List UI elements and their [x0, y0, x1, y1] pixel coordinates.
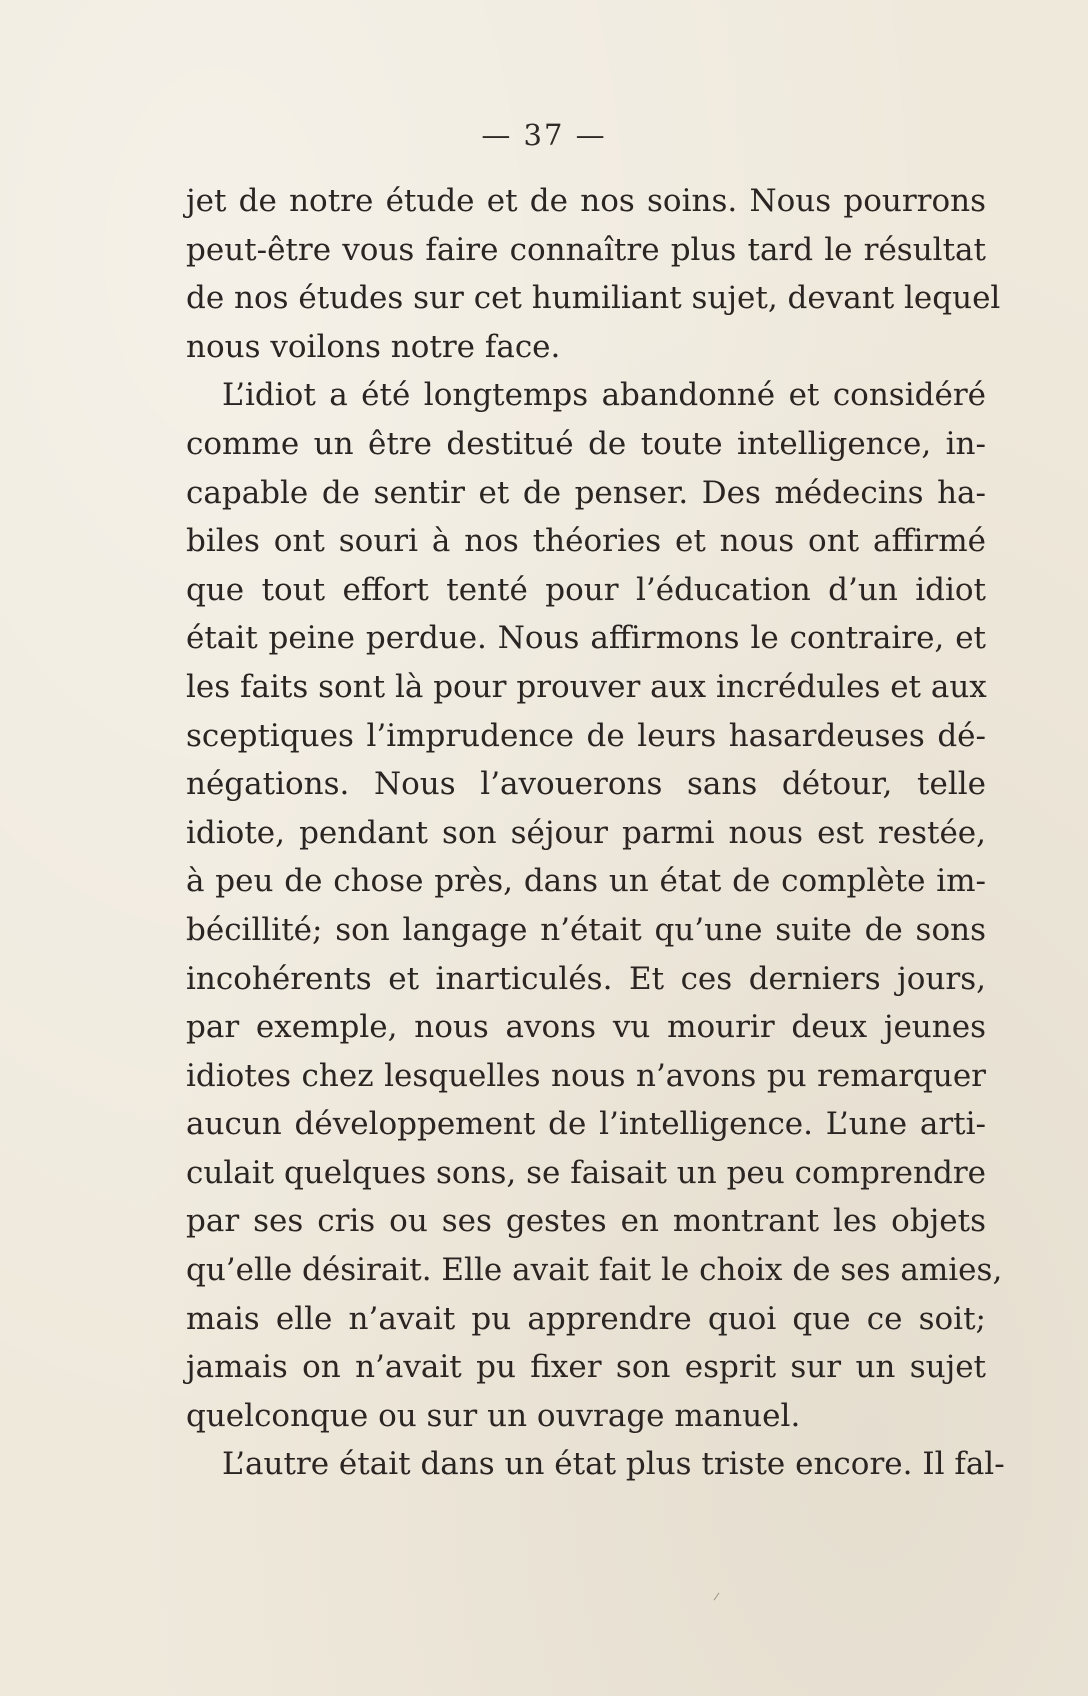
text-line: L’idiot a été longtemps abandonné et considéré [222, 377, 986, 414]
text-line: incohérents et inarticulés. Et ces derniers jours, [186, 960, 986, 997]
text-line: par ses cris ou ses gestes en montrant les objets [186, 1203, 986, 1240]
text-line: bécillité; son langage n’était qu’une suite de sons [186, 911, 986, 948]
text-line: les faits sont là pour prouver aux incrédules et aux [186, 668, 987, 705]
text-line: était peine perdue. Nous affirmons le contraire, et [186, 620, 986, 657]
text-line: nous voilons notre face. [186, 328, 561, 365]
text-line: peut-être vous faire connaître plus tard le résultat [186, 231, 986, 268]
text-line: négations. Nous l’avouerons sans détour, telle [186, 766, 986, 803]
text-line: idiote, pendant son séjour parmi nous est restée, [186, 814, 986, 851]
page-number: — 37 — [481, 118, 607, 152]
text-line: à peu de chose près, dans un état de complète im- [186, 863, 986, 900]
text-line: que tout effort tenté pour l’éducation d’un idiot [186, 571, 986, 608]
text-line: jet de notre étude et de nos soins. Nous pourrons [186, 183, 986, 219]
text-line: quelconque ou sur un ouvrage manuel. [186, 1397, 801, 1434]
text-line: sceptiques l’imprudence de leurs hasardeuses dé- [186, 717, 986, 754]
text-line: jamais on n’avait pu fixer son esprit sur un sujet [186, 1349, 986, 1386]
text-line: de nos études sur cet humiliant sujet, devant lequel [186, 280, 1001, 317]
text-line: comme un être destitué de toute intelligence, in- [186, 425, 986, 462]
body-text [186, 177, 1005, 1489]
text-line: L’autre était dans un état plus triste encore. Il fal- [222, 1446, 1005, 1483]
text-line: mais elle n’avait pu apprendre quoi que ce soit; [186, 1300, 986, 1337]
text-line: culait quelques sons, se faisait un peu comprendre [186, 1154, 986, 1191]
text-line: biles ont souri à nos théories et nous ont affirmé [186, 523, 986, 560]
paper-speck [714, 1593, 720, 1601]
text-line: aucun développement de l’intelligence. L’une arti- [186, 1106, 986, 1143]
text-line: qu’elle désirait. Elle avait fait le choix de ses amies, [186, 1252, 1003, 1289]
text-line: idiotes chez lesquelles nous n’avons pu remarquer [186, 1057, 986, 1094]
text-line: capable de sentir et de penser. Des médecins ha- [186, 474, 986, 511]
text-line: par exemple, nous avons vu mourir deux jeunes [186, 1009, 986, 1046]
